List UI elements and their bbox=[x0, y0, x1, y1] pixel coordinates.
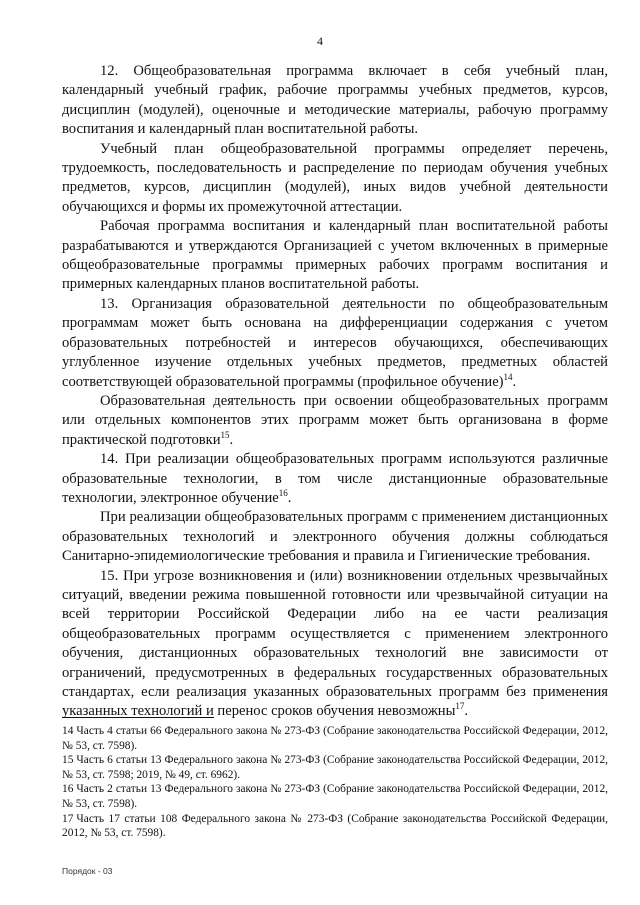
footnote-ref-14[interactable]: 14 bbox=[503, 371, 513, 382]
footnote-ref-17[interactable]: 17 bbox=[455, 701, 465, 712]
footnote-15: 15 Часть 6 статьи 13 Федерального закона № 273-ФЗ (Собрание законодательства Российской Федерации, 2012, № 53, ст. 7598; 2019, № 49, ст. 6962). bbox=[62, 754, 608, 781]
document-body bbox=[62, 62, 608, 722]
footer-document-mark: Порядок - 03 bbox=[62, 866, 113, 876]
footnote-17: 17 Часть 17 статьи 108 Федерального закона № 273-ФЗ (Собрание законодательства Российской Федерации, 2012, № 53, ст. 7598). bbox=[62, 812, 608, 840]
footnote-ref-16[interactable]: 16 bbox=[278, 488, 288, 499]
paragraph-15: 15. При угрозе возникновения и (или) возникновении отдельных чрезвычайных ситуаций, введении режима повышенной готовности или чрезвычайной ситуации на всей территории Российской Федерации либо на ее части реализация общеобразовательных программ осуществляется с применением электронного обучения, дистанционных образовательных технологий вне зависимости от ограничений, предусмотренных в федеральных государственных образовательных стандартах, если реализация указанных образовательных программ без применения указанных технологий и перенос сроков обучения невозможны$^{17}$. bbox=[62, 567, 608, 720]
paragraph-curriculum: Учебный план общеобразовательной программы определяет перечень, трудоемкость, последовательность и распределение по периодам обучения учебных предметов, курсов, дисциплин (модулей), иных видов учебной деятельности обучающихся и формы их промежуточной аттестации. bbox=[62, 140, 608, 215]
paragraph-sanitary-requirements: При реализации общеобразовательных программ с применением дистанционных образовательных технологий и электронного обучения должны соблюдаться Санитарно-эпидемиологические требования и правила и Гигиенические требования. bbox=[62, 509, 608, 565]
paragraph-13: 13. Организация образовательной деятельности по общеобразовательным программам может быть основана на дифференциации содержания с учетом образовательных потребностей и интересов обучающихся, обеспечивающих углубленное изучение отдельных учебных предметов, предметных областей соответствующей образовательной программы (профильное обучение)$^{14}$. bbox=[62, 295, 608, 390]
footnote-16: 16 Часть 2 статьи 13 Федерального закона № 273-ФЗ (Собрание законодательства Российской Федерации, 2012, № 53, ст. 7598). bbox=[62, 783, 608, 810]
paragraph-upbringing-program: Рабочая программа воспитания и календарный план воспитательной работы разрабатываются и утверждаются Организацией с учетом включенных в примерные общеобразовательные программы примерных рабочих программ воспитания и примерных календарных планов воспитательной работы. bbox=[62, 218, 608, 293]
footnote-14: 14 Часть 4 статьи 66 Федерального закона № 273-ФЗ (Собрание законодательства Российской Федерации, 2012, № 53, ст. 7598). bbox=[62, 725, 608, 752]
paragraph-practical-training: Образовательная деятельность при освоении общеобразовательных программ или отдельных компонентов этих программ может быть организована в форме практической подготовки$^{15}$. bbox=[62, 392, 608, 448]
footnote-ref-15[interactable]: 15 bbox=[220, 429, 230, 440]
footnotes bbox=[62, 724, 608, 841]
footnote-divider bbox=[62, 717, 214, 718]
paragraph-14: 14. При реализации общеобразовательных программ используются различные образовательные технологии, в том числе дистанционные образовательные технологии, электронное обучение$^{16}$. bbox=[62, 451, 608, 506]
paragraph-12: 12. Общеобразовательная программа включает в себя учебный план, календарный учебный график, рабочие программы учебных предметов, курсов, дисциплин (модулей), оценочные и методические материалы, рабочую программу воспитания и календарный план воспитательной работы. bbox=[62, 63, 608, 138]
page-number: 4 bbox=[317, 34, 323, 48]
